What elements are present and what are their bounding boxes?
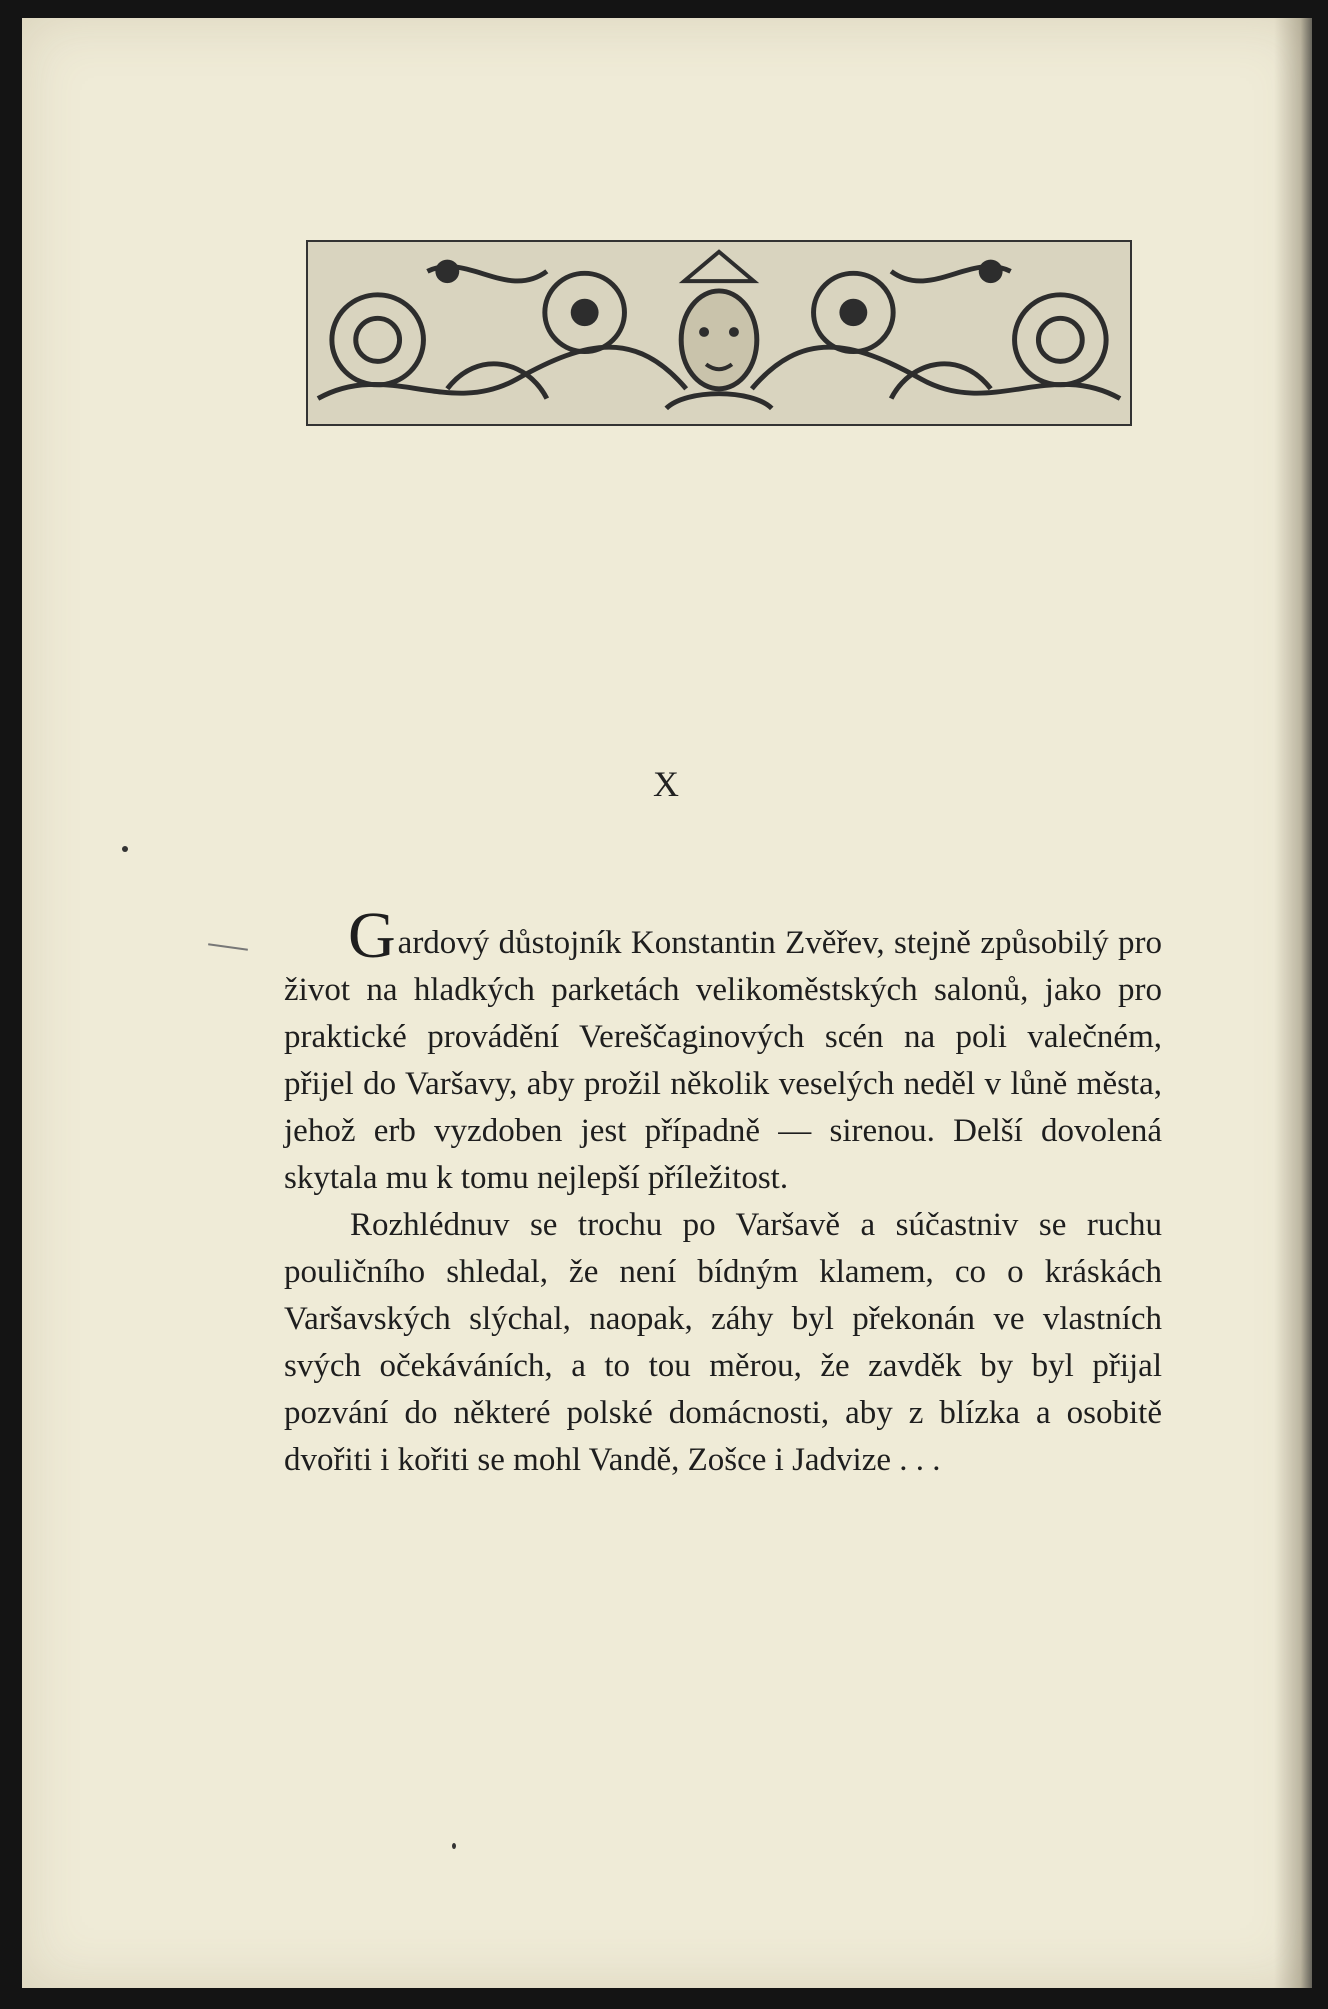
page-spine-shadow [1274,18,1312,1988]
book-page [22,18,1312,1988]
chapter-heading: X [653,764,681,804]
paragraph [284,899,1162,1202]
margin-mark [208,943,248,951]
paragraph-text: ardový důstojník Konstantin Zvěřev, stejně způsobilý pro život na hladkých parketách velikoměstských salonů, jako pro praktické provádění Vereščaginových scén na poli valečném, přijel do Varšavy, aby prožil několik veselých neděl v lůně města, jehož erb vyzdoben jest případně — sirenou. Delší dovolená skytala mu k tomu nejlepší příležitost. [284,925,1162,1196]
paragraph: Rozhlédnuv se trochu po Varšavě a súčastniv se ruchu pouličního shledal, že není bídným klamem, co o kráskách Varšavských slýchal, naopak, záhy byl překonán ve vlastních svých očekáváních, a to tou měrou, že zavděk by byl přijal pozvání do některé polské domácnosti, aby z blízka a osobitě dvořiti i kořiti se mohl Vandě, Zošce i Jadvize . . . [284,1207,1162,1478]
initial-capital: G [348,899,396,972]
paper-speck [452,1843,456,1849]
paper-speck [122,846,128,852]
body-text [284,899,1162,1484]
decorative-headpiece-icon [306,240,1132,426]
